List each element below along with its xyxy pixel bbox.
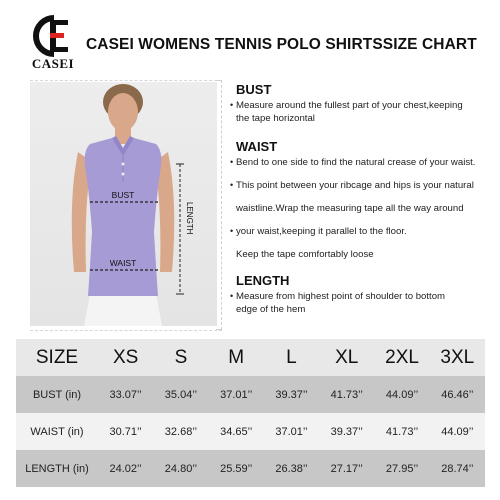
- size-header-label: SIZE: [35, 346, 79, 368]
- length-heading: LENGTH: [236, 273, 290, 288]
- brand-logo: [24, 12, 82, 70]
- size-cell-l: L: [286, 346, 297, 368]
- table-cell: 32.68’’: [164, 425, 198, 438]
- table-cell: 30.71’’: [109, 425, 142, 438]
- bust-figure-label: BUST: [111, 190, 135, 200]
- size-cell-s: S: [174, 346, 188, 368]
- logo-text: CASEI: [31, 56, 75, 71]
- logo-mark-icon: [24, 12, 82, 58]
- figure-frame-top: [30, 80, 222, 81]
- table-row-bust: [16, 376, 485, 413]
- length-figure-label: LENGTH: [185, 202, 194, 235]
- waist-figure-label: WAIST: [109, 258, 137, 268]
- table-cell: 39.37’’: [330, 425, 363, 438]
- size-chart-table: [16, 339, 485, 487]
- table-row-waist: [16, 413, 485, 450]
- length-line-1: Measure from highest point of shoulder to bottom: [236, 291, 446, 302]
- table-row-length: [16, 450, 485, 487]
- table-cell: 46.46’’: [441, 388, 474, 401]
- size-cell-3xl: 3XL: [440, 346, 475, 368]
- row-label: WAIST (in): [30, 425, 84, 438]
- figure-frame-bottom: [30, 330, 222, 331]
- table-cell: 24.02’’: [109, 462, 142, 475]
- header: [0, 0, 500, 78]
- table-cell: 39.37’’: [275, 388, 308, 401]
- table-cell: 24.80’’: [164, 462, 198, 475]
- table-cell: 27.17’’: [330, 462, 363, 475]
- size-cell-m: M: [228, 346, 245, 368]
- table-cell: 27.95’’: [385, 462, 419, 475]
- size-cell-xs: XS: [112, 346, 139, 368]
- bullet-icon: •: [230, 180, 234, 190]
- waist-line-4: your waist,keeping it parallel to the floor.: [236, 226, 407, 237]
- table-cell: 44.09’’: [441, 425, 474, 438]
- model-photo: [30, 82, 217, 326]
- table-cell: 34.65’’: [220, 425, 253, 438]
- row-label: BUST (in): [32, 388, 82, 401]
- page-title: CASEI WOMENS TENNIS POLO SHIRTSSIZE CHART: [86, 36, 477, 53]
- bullet-icon: •: [230, 157, 234, 167]
- bullet-icon: •: [230, 226, 234, 236]
- table-cell: 35.04’’: [164, 388, 198, 401]
- waist-line-2: This point between your ribcage and hips is your natural: [236, 180, 474, 191]
- size-cell-xl: XL: [335, 346, 359, 368]
- table-cell: 25.59’’: [220, 462, 253, 475]
- bust-line-2: the tape horizontal: [236, 113, 315, 124]
- table-cell: 37.01’’: [275, 425, 308, 438]
- table-cell: 26.38’’: [275, 462, 308, 475]
- row-label: LENGTH (in): [25, 462, 89, 475]
- table-cell: 33.07’’: [109, 388, 142, 401]
- bust-line-1: Measure around the fullest part of your chest,keeping: [236, 100, 463, 111]
- table-cell: 41.73’’: [330, 388, 363, 401]
- table-cell: 44.09’’: [385, 388, 419, 401]
- waist-line-5: Keep the tape comfortably loose: [236, 249, 374, 260]
- bust-heading: BUST: [236, 82, 272, 97]
- table-cell: 37.01’’: [220, 388, 253, 401]
- bullet-icon: •: [230, 291, 234, 301]
- table-cell: 41.73’’: [385, 425, 419, 438]
- model-illustration: [30, 82, 217, 326]
- bullet-icon: •: [230, 100, 234, 110]
- waist-line-1: Bend to one side to find the natural crease of your waist.: [236, 157, 476, 168]
- size-cell-2xl: 2XL: [385, 346, 419, 368]
- length-line-2: edge of the hem: [236, 304, 306, 315]
- waist-line-3: waistline.Wrap the measuring tape all the way around: [236, 203, 464, 214]
- waist-heading: WAIST: [236, 139, 278, 154]
- table-cell: 28.74’’: [441, 462, 474, 475]
- table-header-row: [16, 339, 485, 376]
